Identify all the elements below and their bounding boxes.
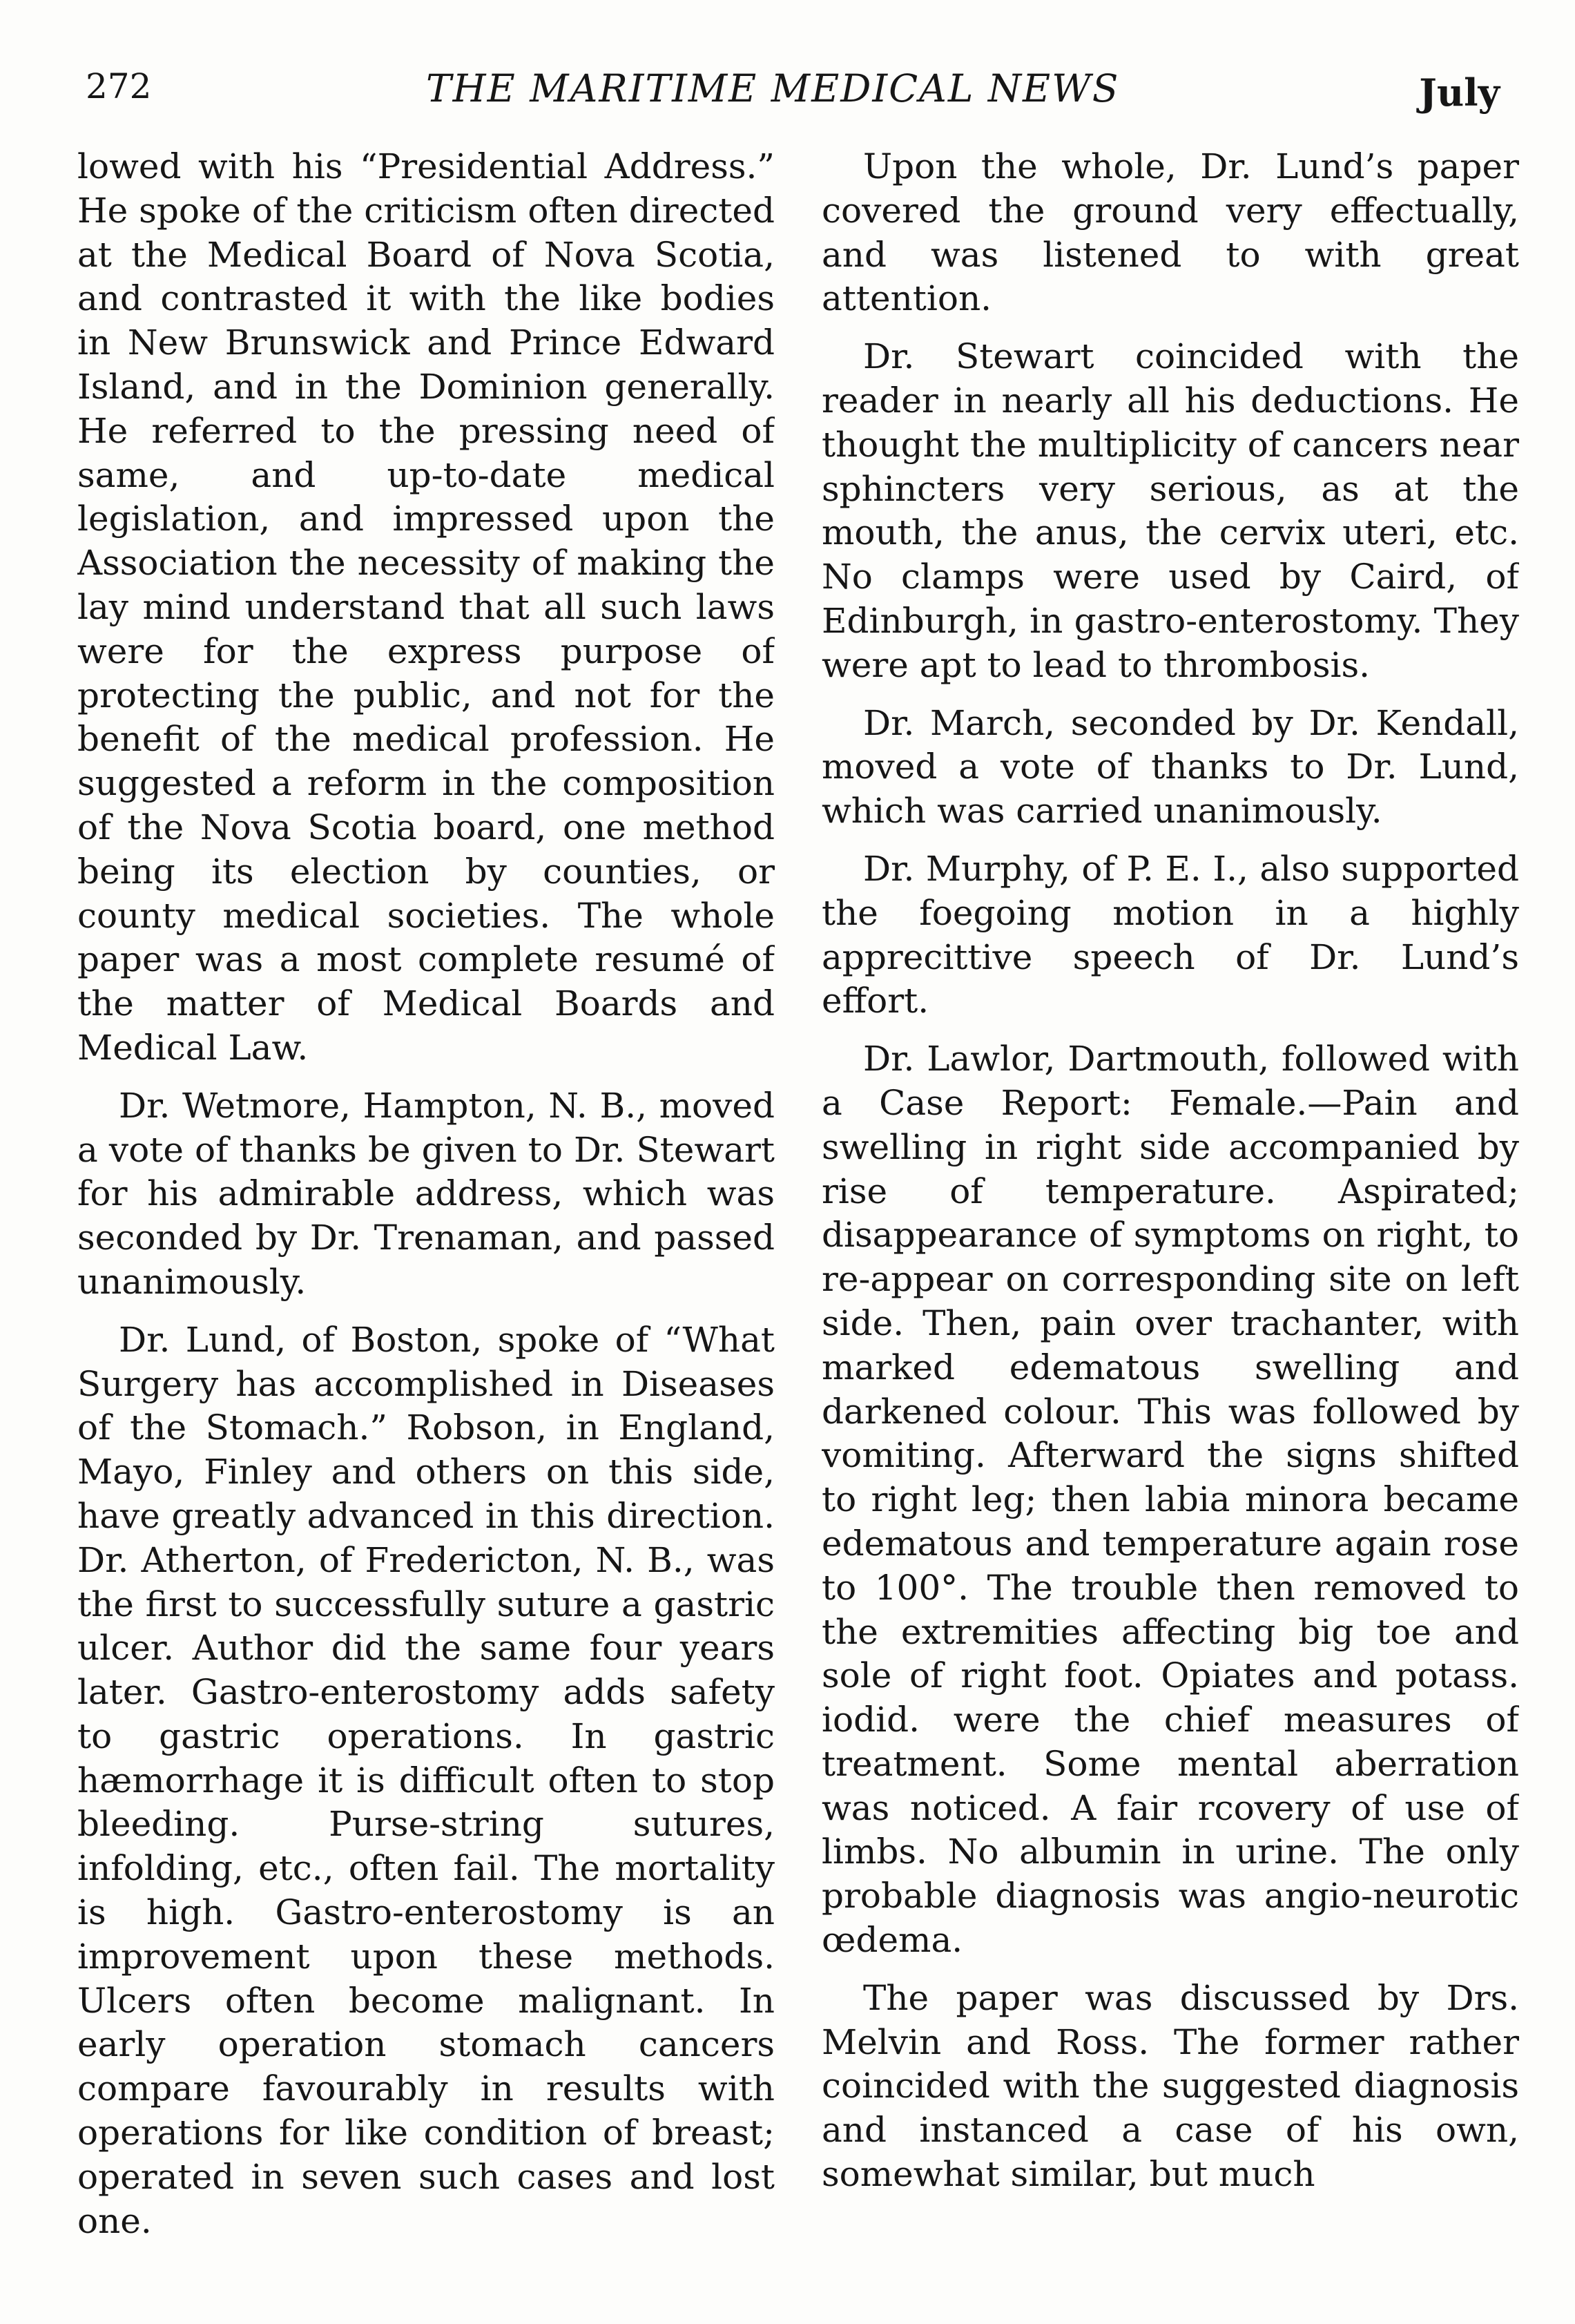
paragraph-lund-surgery-stomach: Dr. Lund, of Boston, spoke of “What Surgery has accomplished in Diseases of the Stomach.” Robson, in England, Mayo, Finley and others on this side, have greatly advanced in this direction. Dr. Atherton, of Fredericton, N. B., was the first to successfully suture a gastric ulcer. Author did the same four years later. Gastro-enterostomy adds safety to gastric operations. In gastric hæmorrhage it is difficult often to stop bleeding. Purse-string sutures, infolding, etc., often fail. The mortality is high. Gastro-enterostomy is an improvement upon these methods. Ulcers often become malignant. In early operation stomach cancers compare favourably in results with operations for like condition of breast; operated in seven such cases and lost one.	[77, 1319, 775, 2241]
paragraph-stewart-discussion: Dr. Stewart coincided with the reader in nearly all his deductions. He thought the multiplicity of cancers near sphincters very serious, as at the mouth, the anus, the cervix uteri, etc. No clamps were used by Caird, of Edinburgh, in gastro-enterostomy. They were apt to lead to thrombosis.	[822, 336, 1519, 685]
paragraph-discussion-melvin-ross: The paper was discussed by Drs. Melvin and Ross. The former rather coincided with the suggested diagnosis and instanced a case of his own, somewhat similar, but much	[822, 1977, 1519, 2195]
left-column	[77, 145, 775, 2300]
paragraph-lund-paper-summary: Upon the whole, Dr. Lund’s paper covered the ground very effectually, and was listened to with great attention.	[822, 146, 1519, 319]
paragraph-presidential-address: lowed with his “Presidential Address.” He spoke of the criticism often directed at the Medical Board of Nova Scotia, and contrasted it with the like bodies in New Brunswick and Prince Edward Island, and in the Dominion generally. He referred to the pressing need of same, and up-to-date medical legislation, and impressed upon the Association the necessity of making the lay mind understand that all such laws were for the express purpose of protecting the public, and not for the benefit of the medical profession. He suggested a reform in the composition of the Nova Scotia board, one method being its election by counties, or county medical societies. The whole paper was a most complete resumé of the matter of Medical Boards and Medical Law.	[77, 146, 775, 1068]
paragraph-murphy-support: Dr. Murphy, of P. E. I., also supported the foegoing motion in a highly apprecittive speech of Dr. Lund’s effort.	[822, 848, 1519, 1021]
journal-title: THE MARITIME MEDICAL NEWS	[426, 66, 1120, 111]
paragraph-vote-of-thanks-stewart: Dr. Wetmore, Hampton, N. B., moved a vote of thanks be given to Dr. Stewart for his admirable address, which was seconded by Dr. Trenaman, and passed unanimously.	[77, 1085, 775, 1302]
paragraph-lawlor-case-report: Dr. Lawlor, Dartmouth, followed with a Case Report: Female.—Pain and swelling in right side accompanied by rise of temperature. Aspirated; disappearance of symptoms on right, to re-appear on corresponding site on left side. Then, pain over trachanter, with marked edematous swelling and darkened colour. This was followed by vomiting. Afterward the signs shifted to right leg; then labia minora became edematous and temperature again rose to 100°. The trouble then removed to the extremities affecting big toe and sole of right foot. Opiates and potass. iodid. were the chief measures of treatment. Some mental aberration was noticed. A fair rcovery of use of limbs. No albumin in urine. The only probable diagnosis was angio-neurotic œdema.	[822, 1039, 1519, 1961]
issue-month: July	[1419, 70, 1500, 115]
paragraph-vote-of-thanks-lund: Dr. March, seconded by Dr. Kendall, moved a vote of thanks to Dr. Lund, which was carried unanimously.	[822, 702, 1519, 832]
right-column	[822, 145, 1519, 2300]
page-number: 272	[86, 66, 152, 106]
running-header	[77, 64, 1514, 126]
